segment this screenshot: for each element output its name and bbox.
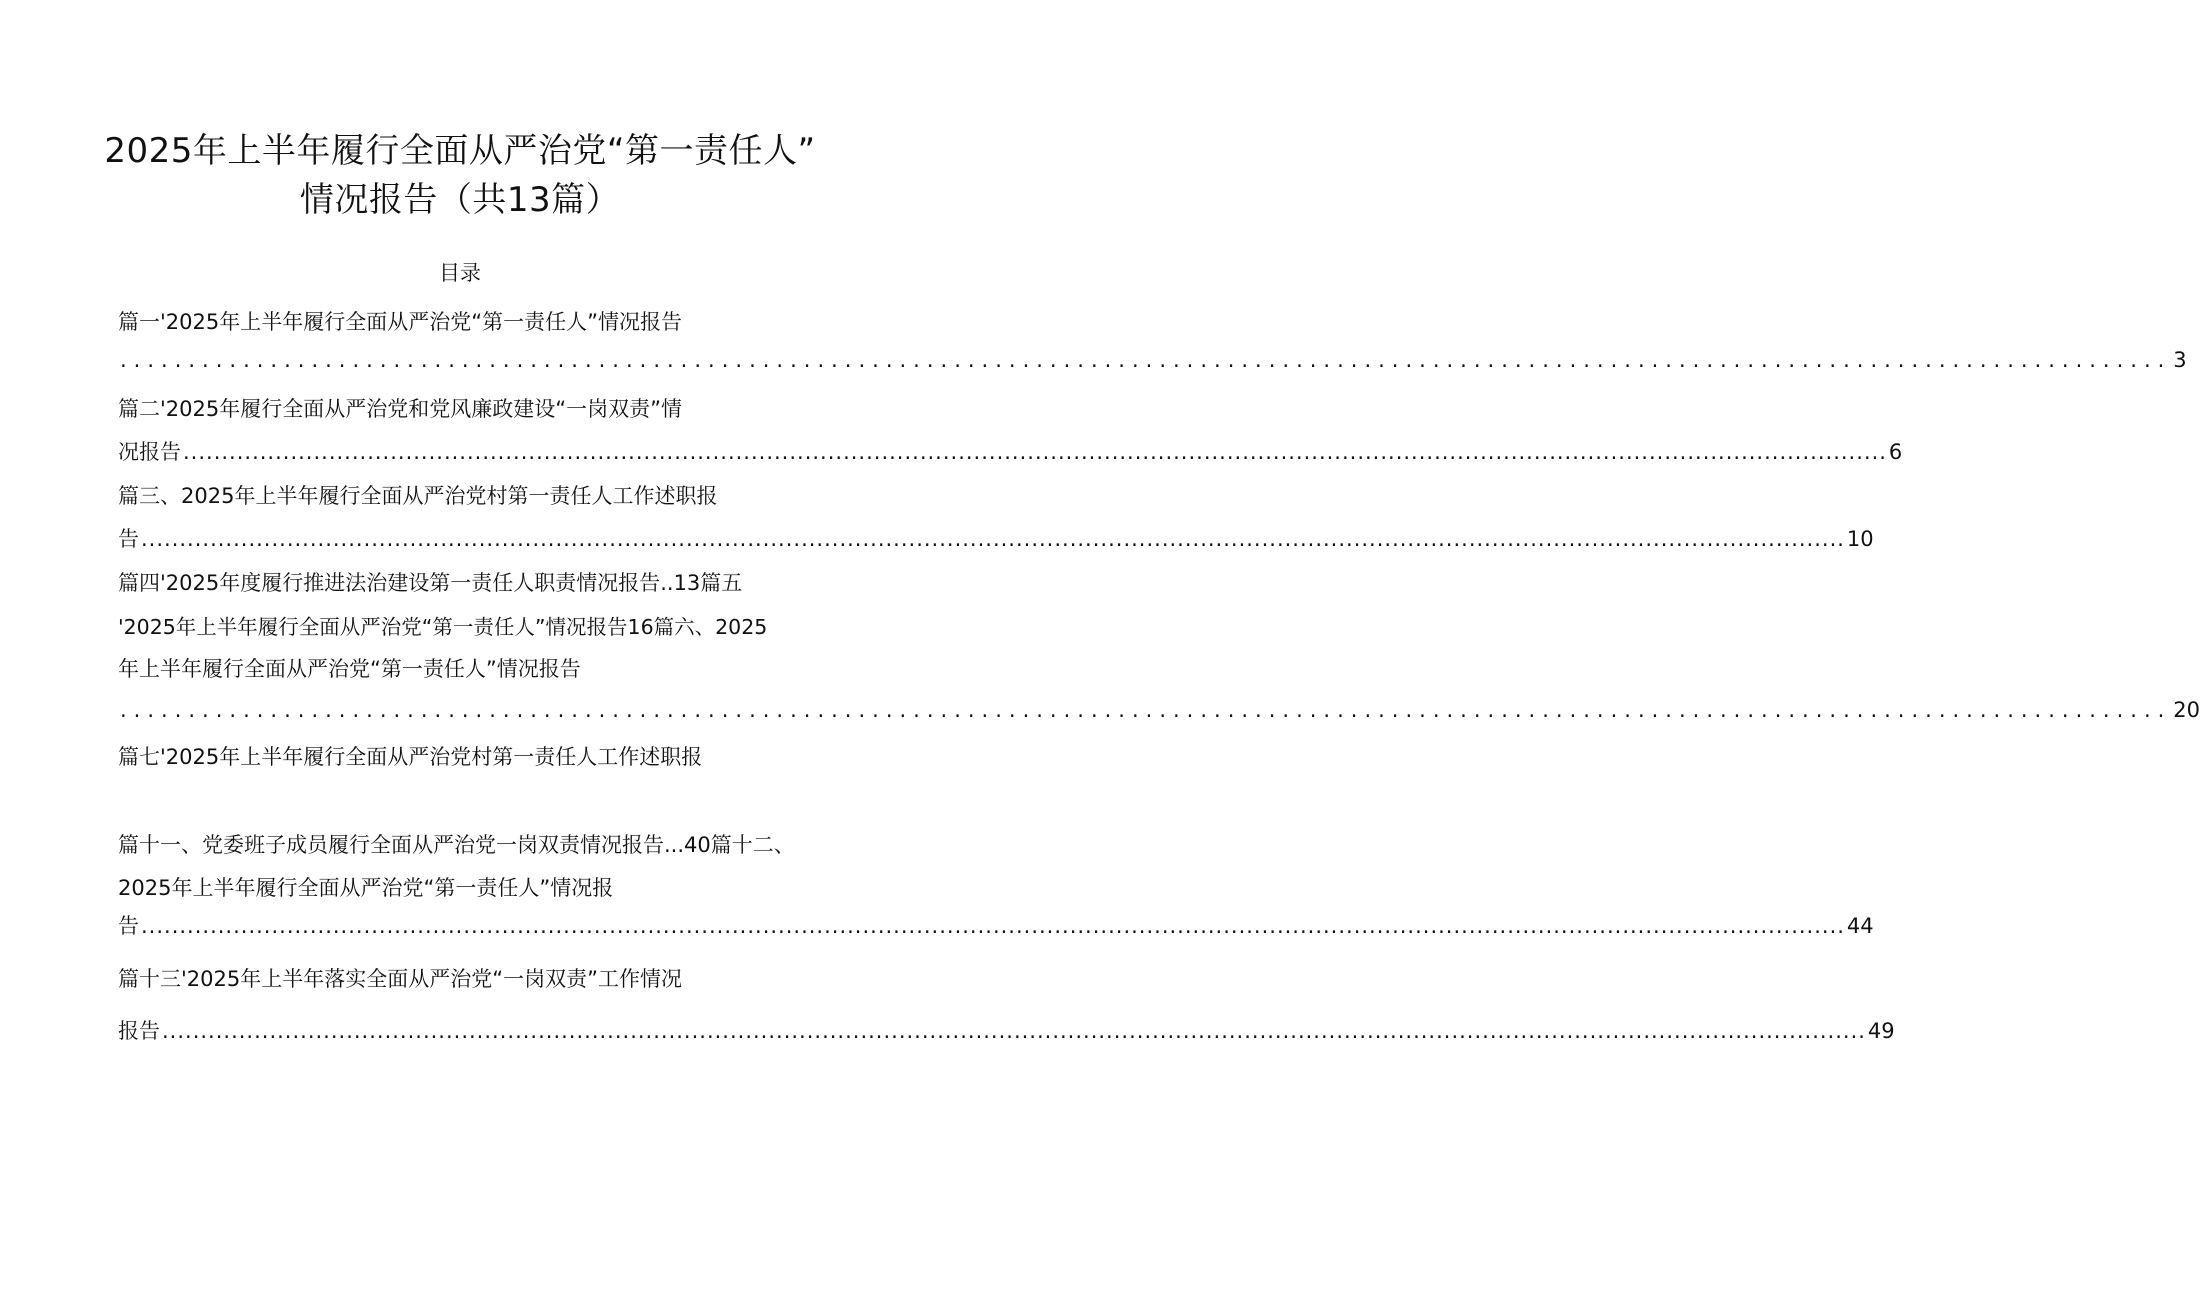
toc-entry-7-text[interactable]: 篇十三'2025年上半年落实全面从严治党“一岗双责”工作情况 [118,967,682,991]
dot-leader: ...................................................................................................................................................... [120,348,2172,372]
toc-entry-7-leader-row[interactable] [118,1015,1895,1045]
toc-entry-3-text-cont: 告 [118,527,139,551]
document-title-line1: 2025年上半年履行全面从严治党“第一责任人” [104,131,816,171]
toc-entry-1-text[interactable]: 篇一'2025年上半年履行全面从严治党“第一责任人”情况报告 [118,310,682,334]
toc-entry-5-text[interactable]: 篇七'2025年上半年履行全面从严治党村第一责任人工作述职报 [118,745,703,769]
toc-entry-4-page: 20 [2173,698,2200,722]
toc-entry-2-text[interactable]: 篇二'2025年履行全面从严治党和党风廉政建设“一岗双责”情 [118,397,682,421]
dot-leader: .............................................................................................................................................................................................................................. [183,440,1887,464]
dot-leader: .............................................................................................................................................................................................................................. [141,914,1845,938]
toc-entry-6-page: 44 [1846,914,1874,938]
toc-entry-3-leader-row[interactable] [118,523,1874,553]
toc-entry-6-text[interactable]: 篇十一、党委班子成员履行全面从严治党一岗双责情况报告...40篇十二、 [118,833,795,857]
dot-leader: .............................................................................................................................................................................................................................. [141,527,1845,551]
toc-entry-3-page: 10 [1846,527,1874,551]
toc-entry-4-text[interactable]: 篇四'2025年度履行推进法治建设第一责任人职责情况报告..13篇五 [118,571,743,595]
toc-entry-7-page: 49 [1867,1019,1895,1043]
toc-entry-4-text-cont[interactable]: '2025年上半年履行全面从严治党“第一责任人”情况报告16篇六、2025 [118,615,768,639]
toc-entry-1-leader-row[interactable] [118,348,2187,372]
toc-entry-6-leader-row[interactable] [118,910,1874,940]
toc-entry-7-text-cont: 报告 [118,1019,160,1043]
toc-entry-1-page: 3 [2173,348,2187,372]
toc-entry-6-text-cont[interactable]: 2025年上半年履行全面从严治党“第一责任人”情况报 [118,876,614,900]
toc-entry-4-leader-row[interactable] [118,698,2200,722]
toc-entry-6-text-cont2: 告 [118,914,139,938]
document-title-line2: 情况报告（共13篇） [299,180,621,220]
toc-heading: 目录 [439,261,481,285]
toc-entry-2-page: 6 [1888,440,1903,464]
dot-leader: ...................................................................................................................................................... [120,698,2172,722]
dot-leader: .............................................................................................................................................................................................................................. [162,1019,1866,1043]
toc-entry-2-leader-row[interactable] [118,436,1903,466]
toc-entry-2-text-cont: 况报告 [118,440,181,464]
toc-entry-4-text-cont2[interactable]: 年上半年履行全面从严治党“第一责任人”情况报告 [118,657,581,681]
toc-entry-3-text[interactable]: 篇三、2025年上半年履行全面从严治党村第一责任人工作述职报 [118,484,718,508]
